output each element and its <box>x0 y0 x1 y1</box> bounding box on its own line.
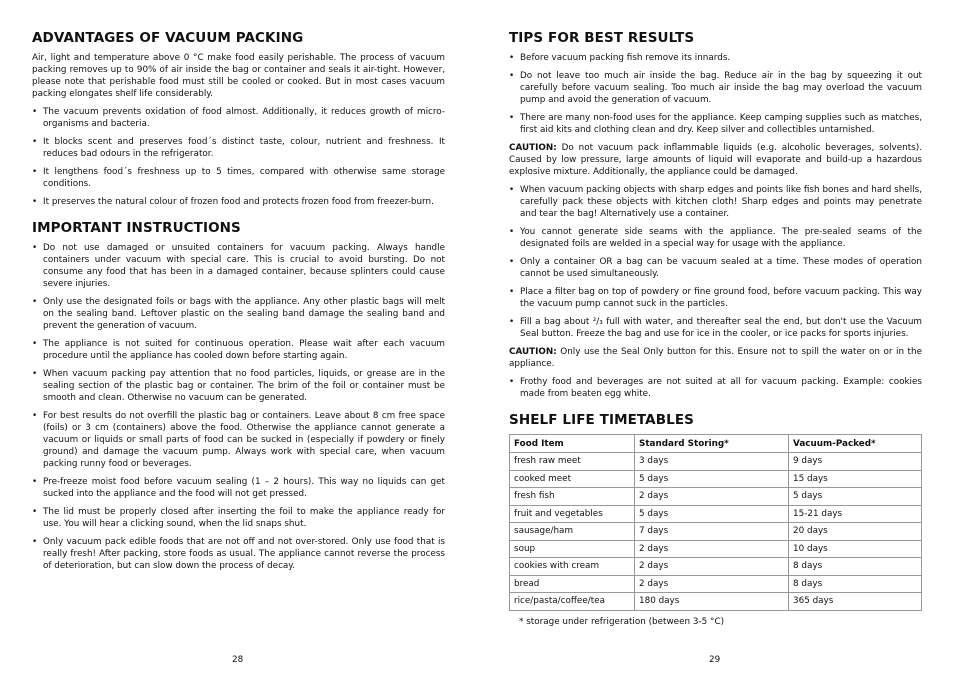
table-cell: soup <box>510 540 635 558</box>
heading-advantages: ADVANTAGES OF VACUUM PACKING <box>32 30 304 46</box>
table-row <box>510 488 922 506</box>
table-cell: 9 days <box>789 453 922 471</box>
caution-text: Do not vacuum pack inflammable liquids (e.g. alcoholic beverages, solvents). Caused by low pressure, large amounts of liquid will evaporate and build-up a hazardous explosive mixture. Additionally, the appliance could be damaged. <box>509 143 922 177</box>
list-item: • Frothy food and beverages are not suited at all for vacuum packing. Example: cookies made from beaten egg white. <box>509 376 922 400</box>
table-header-row <box>510 435 922 453</box>
table-cell: fruit and vegetables <box>510 505 635 523</box>
advantages-list <box>32 106 445 208</box>
list-item: • Before vacuum packing fish remove its innards. <box>509 52 922 64</box>
table-cell: 3 days <box>635 453 789 471</box>
table-cell: 5 days <box>789 488 922 506</box>
heading-important-instructions: IMPORTANT INSTRUCTIONS <box>32 220 241 236</box>
table-cell: 15 days <box>789 470 922 488</box>
shelf-life-table <box>509 434 922 611</box>
list-item: • There are many non-food uses for the appliance. Keep camping supplies such as matches, first aid kits and clothing clean and dry. Keep silver and collectibles untarnished. <box>509 112 922 136</box>
table-cell: 10 days <box>789 540 922 558</box>
page-number-left: 28 <box>232 655 244 665</box>
caution-inflammable <box>509 142 922 178</box>
list-item: • The appliance is not suited for continuous operation. Please wait after each vacuum procedure until the appliance has cooled down before starting again. <box>32 338 445 362</box>
column-header: Food Item <box>510 435 635 453</box>
right-page <box>509 26 922 627</box>
column-header: Vacuum-Packed* <box>789 435 922 453</box>
table-cell: 2 days <box>635 488 789 506</box>
table-cell: 365 days <box>789 593 922 611</box>
list-item: • Place a filter bag on top of powdery or fine ground food, before vacuum packing. This way the vacuum pump cannot suck in the particles. <box>509 286 922 310</box>
table-cell: fresh fish <box>510 488 635 506</box>
list-item: • Only vacuum pack edible foods that are not off and not over-stored. Only use food that is really fresh! After packing, store foods as usual. The appliance cannot reverse the process of deterioration, but can slow down the process of decay. <box>32 536 445 572</box>
list-item: • It blocks scent and preserves food´s distinct taste, colour, nutrient and freshness. It reduces bad odours in the refrigerator. <box>32 136 445 160</box>
caution-label: CAUTION: <box>509 143 557 153</box>
table-cell: 20 days <box>789 523 922 541</box>
list-item: • Pre-freeze moist food before vacuum sealing (1 – 2 hours). This way no liquids can get sucked into the appliance and the food will not get pressed. <box>32 476 445 500</box>
page-number-right: 29 <box>709 655 721 665</box>
table-row <box>510 593 922 611</box>
table-cell: 8 days <box>789 575 922 593</box>
list-item: • For best results do not overfill the plastic bag or containers. Leave about 8 cm free space (foils) or 3 cm (containers) above the food. Otherwise the appliance cannot generate a vacuum or liquids or small parts of food can be sucked in (especially if powdery or finely ground) and damage the vacuum pump. Always work with special care, when vacuum packing runny food or beverages. <box>32 410 445 470</box>
table-cell: 15-21 days <box>789 505 922 523</box>
caution-seal-only <box>509 346 922 370</box>
instructions-list <box>32 242 445 572</box>
table-cell: cookies with cream <box>510 558 635 576</box>
list-item: • The lid must be properly closed after inserting the foil to make the appliance ready for use. You will hear a clicking sound, when the lid snaps shut. <box>32 506 445 530</box>
table-row <box>510 575 922 593</box>
table-row <box>510 505 922 523</box>
table-cell: 2 days <box>635 558 789 576</box>
table-row <box>510 558 922 576</box>
caution-label: CAUTION: <box>509 347 557 357</box>
left-page <box>32 26 445 578</box>
column-header: Standard Storing* <box>635 435 789 453</box>
list-item: • When vacuum packing pay attention that no food particles, liquids, or grease are in the sealing section of the plastic bag or container. The brim of the foil or container must be smooth and clean. Otherwise no vacuum can be generated. <box>32 368 445 404</box>
table-cell: 5 days <box>635 505 789 523</box>
list-item: • It lengthens food´s freshness up to 5 times, compared with otherwise same storage conditions. <box>32 166 445 190</box>
tips-list-a <box>509 52 922 136</box>
list-item: • Only use the designated foils or bags with the appliance. Any other plastic bags will melt on the sealing band. Leftover plastic on the sealing band damage the sealing band and prevent the generation of vacuum. <box>32 296 445 332</box>
list-item: • When vacuum packing objects with sharp edges and points like fish bones and hard shells, carefully pack these objects with kitchen cloth! Sharp edges and points may penetrate and tear the bag! Alternatively use a container. <box>509 184 922 220</box>
caution-text: Only use the Seal Only button for this. Ensure not to spill the water on or in the appliance. <box>509 347 922 369</box>
list-item: • It preserves the natural colour of frozen food and protects frozen food from freezer-burn. <box>32 196 445 208</box>
heading-shelf-life: SHELF LIFE TIMETABLES <box>509 412 694 428</box>
list-item: • Do not leave too much air inside the bag. Reduce air in the bag by squeezing it out carefully before vacuum sealing. Too much air inside the bag may overload the vacuum pump and avoid the generation of vacuum. <box>509 70 922 106</box>
table-cell: cooked meet <box>510 470 635 488</box>
table-cell: bread <box>510 575 635 593</box>
table-footnote: * storage under refrigeration (between 3-5 °C) <box>519 616 725 627</box>
table-row <box>510 523 922 541</box>
table-cell: 2 days <box>635 575 789 593</box>
table-cell: 2 days <box>635 540 789 558</box>
table-cell: 5 days <box>635 470 789 488</box>
list-item: • Only a container OR a bag can be vacuum sealed at a time. These modes of operation cannot be used simultaneously. <box>509 256 922 280</box>
list-item: • Do not use damaged or unsuited containers for vacuum packing. Always handle containers under vacuum with special care. This is crucial to avoid bursting. Do not consume any food that has been in a damaged container, because splinters could cause severe injuries. <box>32 242 445 290</box>
list-item: • The vacuum prevents oxidation of food almost. Additionally, it reduces growth of micro-organisms and bacteria. <box>32 106 445 130</box>
table-row <box>510 453 922 471</box>
advantages-intro: Air, light and temperature above 0 °C make food easily perishable. The process of vacuum packing removes up to 90% of air inside the bag or container and seals it air-tight. However, please note that perishable food must still be cooled or cooked. But in most cases vacuum packing elongates shelf life considerably. <box>32 53 445 99</box>
list-item: • You cannot generate side seams with the appliance. The pre-sealed seams of the designated foils are welded in a special way for usage with the appliance. <box>509 226 922 250</box>
table-cell: 7 days <box>635 523 789 541</box>
table-row <box>510 470 922 488</box>
list-item: • Fill a bag about ²/₃ full with water, and thereafter seal the end, but don't use the Vacuum Seal button. Freeze the bag and use for ice in the cooler, or ice packs for sports injuries. <box>509 316 922 340</box>
table-cell: rice/pasta/coffee/tea <box>510 593 635 611</box>
heading-tips: TIPS FOR BEST RESULTS <box>509 30 695 46</box>
table-cell: 180 days <box>635 593 789 611</box>
table-cell: 8 days <box>789 558 922 576</box>
tips-list-c <box>509 376 922 400</box>
table-cell: fresh raw meet <box>510 453 635 471</box>
table-row <box>510 540 922 558</box>
table-cell: sausage/ham <box>510 523 635 541</box>
tips-list-b <box>509 184 922 340</box>
